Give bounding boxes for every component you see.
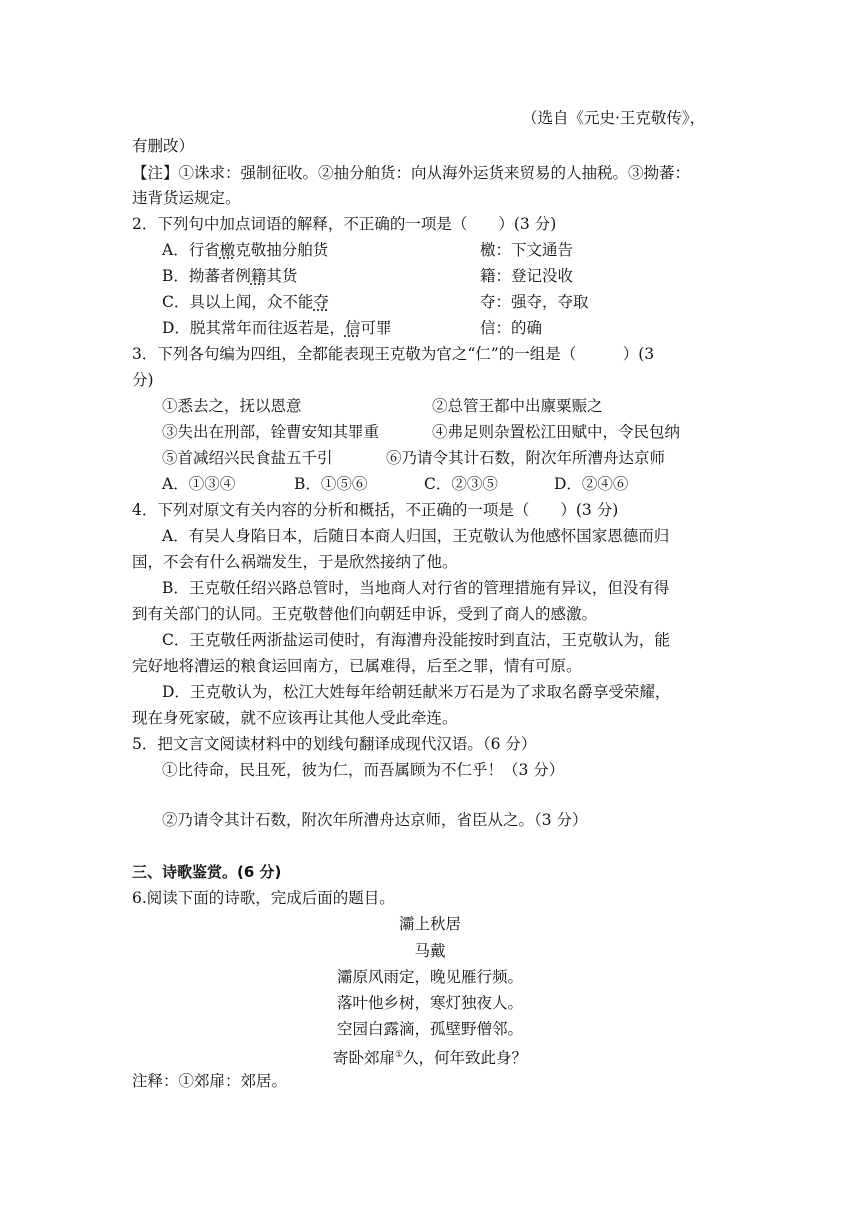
q2-option-a-post: 克敬抽分舶货 bbox=[235, 241, 329, 259]
poem-author: 马戴 bbox=[414, 942, 446, 960]
poem-line-4-post: 久，何年致此身？ bbox=[403, 1049, 528, 1068]
q2-option-c-mark: 夺 bbox=[313, 293, 329, 311]
q2-option-c-explain: 夺：强夺，夺取 bbox=[480, 293, 589, 311]
q2-option-a bbox=[162, 240, 328, 260]
q3-item-6: ⑥乃请令其计石数，附次年所漕舟达京师 bbox=[386, 449, 666, 467]
poem-line-4 bbox=[260, 1045, 600, 1068]
q5-sentence-2: ②乃请令其计石数，附次年所漕舟达京师，省臣从之。（3 分） bbox=[162, 811, 588, 829]
q4-b-line-1: B．王克敬任绍兴路总管时，当地商人对行省的管理措施有异议，但没有得 bbox=[162, 579, 670, 597]
q3-choice-a: A．①③④ bbox=[162, 475, 236, 493]
q4-d-line-1: D．王克敬认为，松江大姓每年给朝廷献米万石是为了求取名爵享受荣耀， bbox=[162, 683, 671, 701]
q3-item-5: ⑤首减绍兴民食盐五千引 bbox=[162, 449, 333, 467]
poem-line-4-pre: 寄卧郊扉 bbox=[332, 1049, 395, 1068]
q2-option-b-post: 其货 bbox=[266, 267, 298, 285]
q4-b-line-2: 到有关部门的认同。王克敬替他们向朝廷申诉，受到了商人的感激。 bbox=[132, 605, 598, 623]
question-6-stem: 6.阅读下面的诗歌，完成后面的题目。 bbox=[132, 889, 395, 907]
footnote-marker: ① bbox=[394, 1050, 404, 1060]
poem-title: 灞上秋居 bbox=[398, 915, 461, 933]
q4-a-line-1: A．有吴人身陷日本，后随日本商人归国，王克敬认为他感怀国家恩德而归 bbox=[162, 527, 670, 545]
note-line-1: 【注】①诛求：强制征收。②抽分舶货：向从海外运货来贸易的人抽税。③拗蕃： bbox=[132, 164, 691, 182]
section-3-heading: 三、诗歌鉴赏。(6 分) bbox=[132, 863, 282, 881]
q2-option-a-pre: A．行省 bbox=[162, 241, 220, 259]
question-3-stem: 3．下列各句编为四组，全都能表现王克敬为官之“仁”的一组是（ ）(3 bbox=[132, 345, 655, 363]
q3-item-3: ③失出在刑部，铨曹安知其罪重 bbox=[162, 423, 380, 441]
q2-option-b-mark: 籍 bbox=[250, 267, 267, 285]
q3-choice-d: D．②④⑥ bbox=[554, 475, 629, 493]
q4-c-line-2: 完好地将漕运的粮食运回南方，已属难得，后至之罪，情有可原。 bbox=[132, 657, 582, 675]
poem-line-1: 灞原风雨定，晚见雁行频。 bbox=[336, 968, 523, 986]
q3-item-1: ①悉去之，抚以恩意 bbox=[162, 397, 302, 415]
q2-option-c-pre: C．具以上闻，众不能 bbox=[162, 293, 314, 311]
question-5-stem: 5．把文言文阅读材料中的划线句翻译成现代汉语。（6 分） bbox=[132, 735, 537, 753]
note-line-2: 违背货运规定。 bbox=[132, 189, 241, 207]
q2-option-d-post: 可罪 bbox=[360, 319, 392, 337]
q2-option-a-explain: 檄：下文通告 bbox=[480, 241, 574, 259]
q2-option-d-pre: D．脱其常年而往返若是， bbox=[162, 319, 345, 337]
q3-item-2: ②总管王都中出廪粟赈之 bbox=[432, 397, 603, 415]
q4-d-line-2: 现在身死家破，就不应该再让其他人受此牵连。 bbox=[132, 709, 458, 727]
source-continuation: 有删改） bbox=[132, 137, 195, 155]
poem-note: 注释：①郊扉：郊居。 bbox=[132, 1072, 288, 1090]
q2-option-d-explain: 信：的确 bbox=[480, 319, 543, 337]
question-2-stem: 2．下列句中加点词语的解释，不正确的一项是（ ）(3 分) bbox=[132, 215, 557, 233]
q2-option-b-pre: B．拗蕃者例 bbox=[162, 267, 251, 285]
poem-line-2: 落叶他乡树，寒灯独夜人。 bbox=[336, 994, 523, 1012]
q2-option-d-mark: 信 bbox=[344, 319, 361, 337]
q2-option-b-explain: 籍：登记没收 bbox=[480, 267, 574, 285]
q2-option-d bbox=[162, 318, 391, 338]
q5-sentence-1: ①比待命，民且死，彼为仁，而吾属顾为不仁乎！（3 分） bbox=[162, 761, 565, 779]
q4-a-line-2: 国，不会有什么祸端发生，于是欣然接纳了他。 bbox=[132, 553, 458, 571]
q2-option-c bbox=[162, 292, 329, 312]
q3-choice-c: C．②③⑤ bbox=[424, 475, 498, 493]
question-3-stem-cont: 分) bbox=[132, 371, 154, 389]
q3-choice-b: B．①⑤⑥ bbox=[294, 475, 368, 493]
q2-option-a-mark: 檄 bbox=[219, 241, 236, 259]
source-line: （选自《元史·王克敬传》， bbox=[522, 109, 706, 127]
q2-option-b bbox=[162, 266, 297, 286]
poem-line-3: 空园白露滴，孤壁野僧邻。 bbox=[336, 1020, 523, 1038]
question-4-stem: 4．下列对原文有关内容的分析和概括，不正确的一项是（ ）(3 分) bbox=[132, 501, 619, 519]
q3-item-4: ④弗足则杂置松江田赋中，令民包纳 bbox=[432, 423, 681, 441]
q4-c-line-1: C．王克敬任两浙盐运司使时，有海漕舟没能按时到直沽，王克敬认为，能 bbox=[162, 631, 670, 649]
